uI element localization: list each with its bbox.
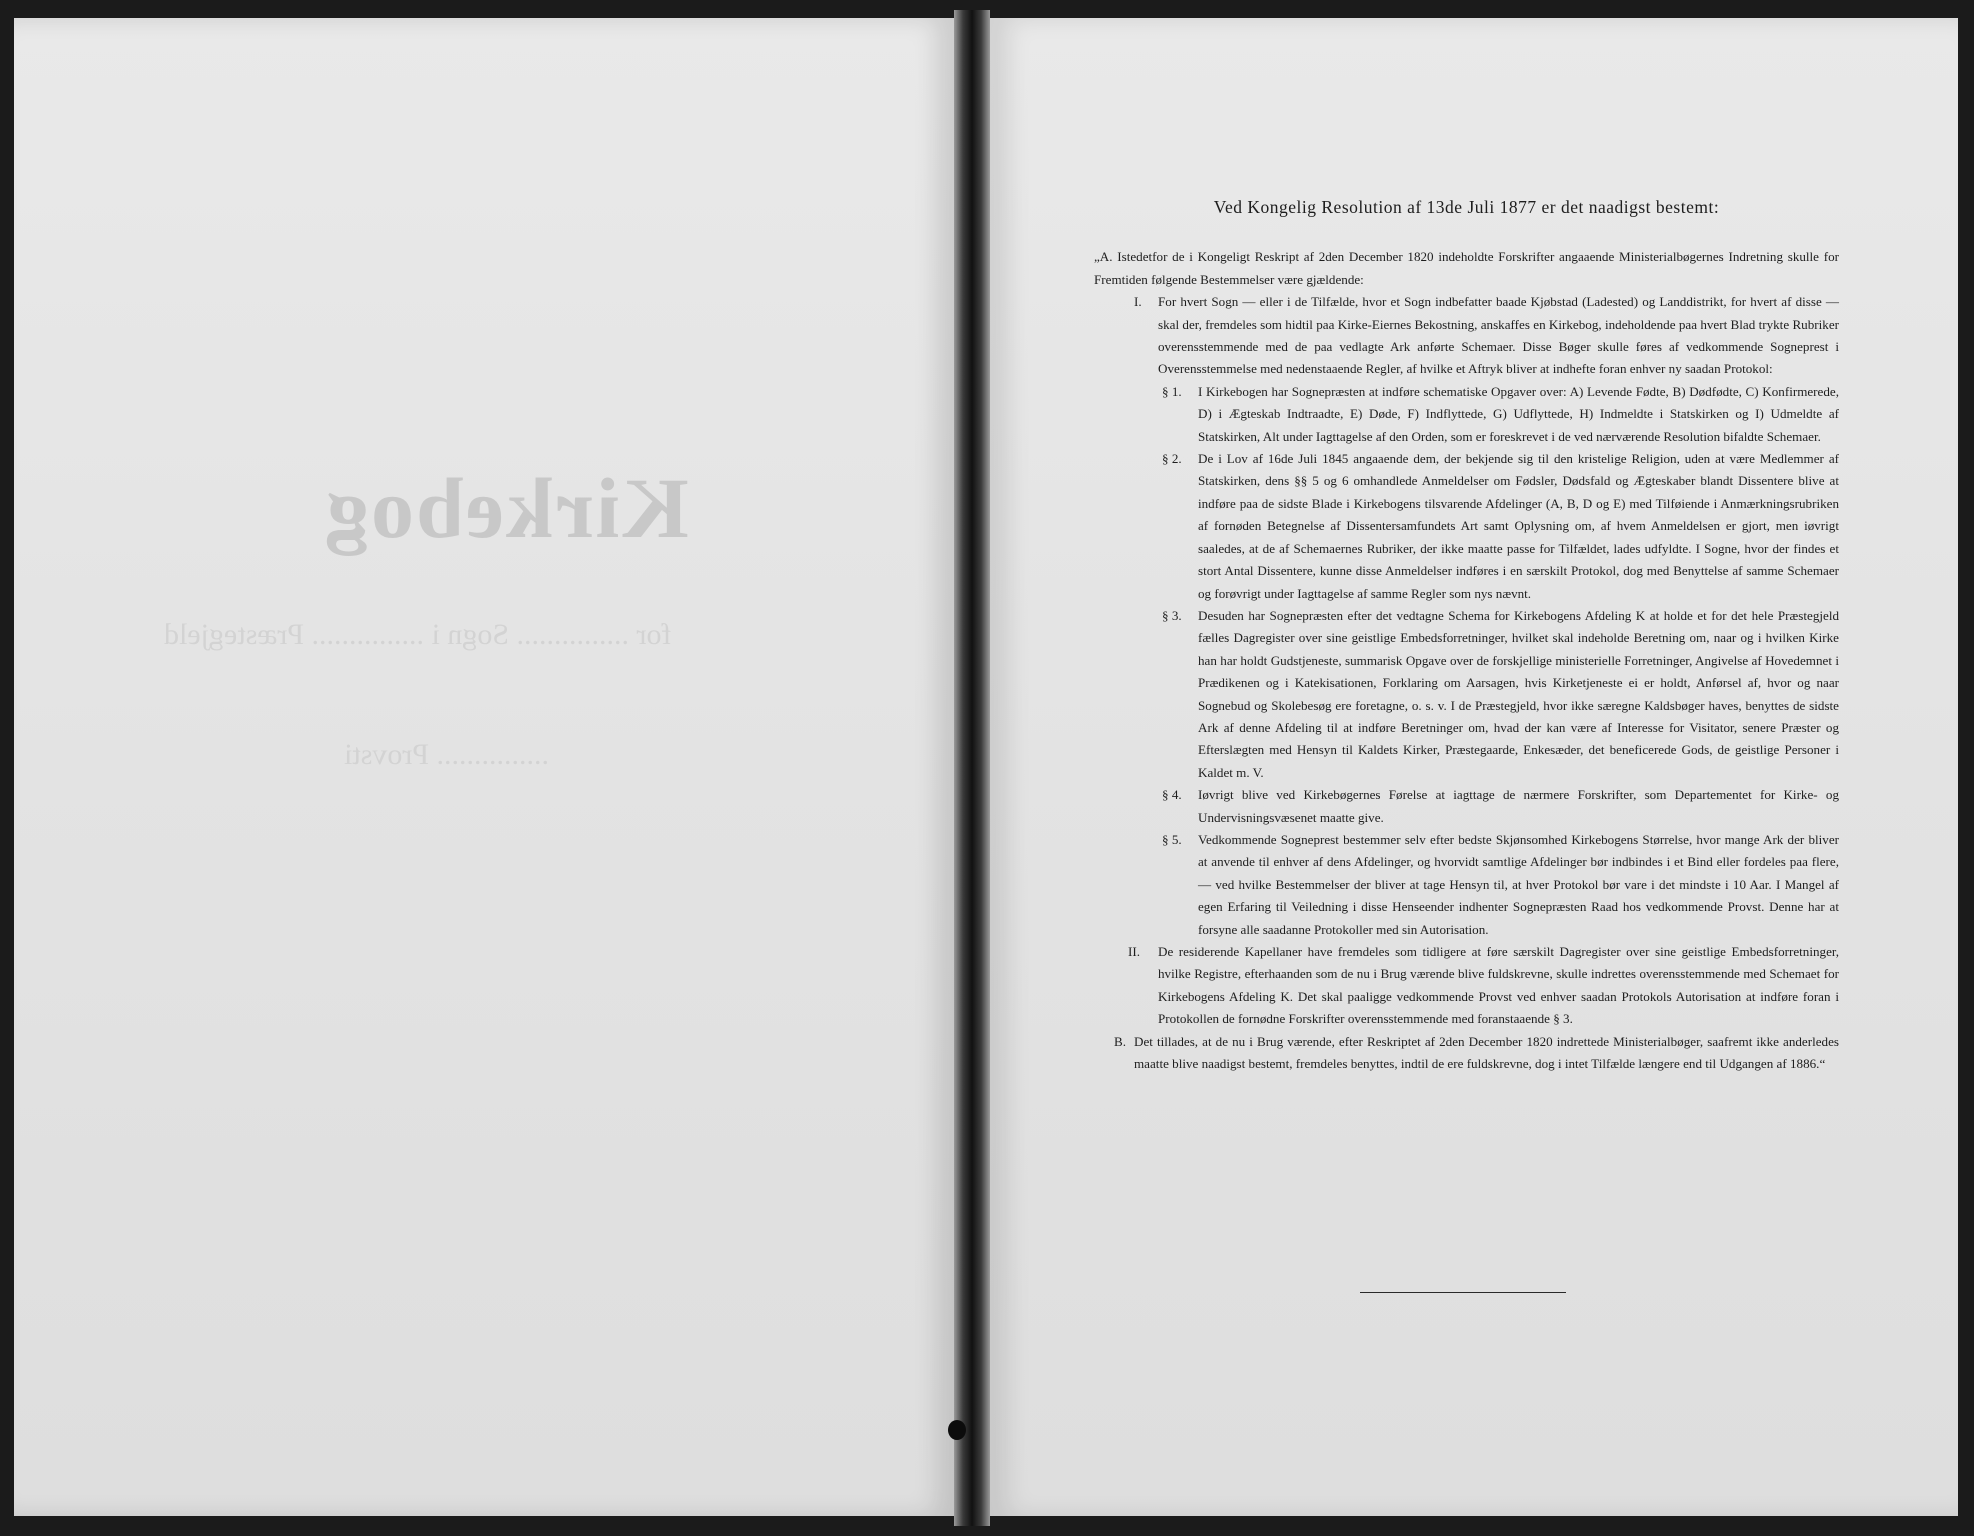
bleed-through-line: for ............... Sogn i ............... Præstegjeld	[164, 618, 672, 651]
document-title: Ved Kongelig Resolution af 13de Juli 1877 er det naadigst bestemt:	[1213, 197, 1720, 217]
paragraph-1	[1094, 381, 1839, 448]
bleed-through-line: ............... Provsti	[344, 738, 550, 771]
paragraph-text: I Kirkebogen har Sognepræsten at indføre schematiske Opgaver over: A) Levende Fødte, B) Dødfødte, C) Konfirmerede, D) i Ægteskab Indtraadte, E) Døde, F) Indflyttede, G) Udflyttede, H) Indmeldte i Statskirken og I) Udmeldte af Statskirken, Alt under Iagttagelse af den Orden, som er foreskrevet i de ved nærværende Resolution bifaldte Schemaer.	[1198, 383, 1839, 444]
paragraph-label: § 5.	[1162, 831, 1182, 847]
paragraph-3	[1094, 605, 1839, 784]
paragraph-2	[1094, 448, 1839, 605]
binding-hole	[948, 1420, 966, 1440]
section-text: Det tillades, at de nu i Brug værende, efter Reskriptet af 2den December 1820 indrettede Ministerialbøger, saafremt ikke anderledes maatte blive naadigst bestemt, fremdeles benyttes, indtil de ere fuldskrevne, dog i intet Tilfælde længere end til Udgangen af 1886.“	[1134, 1033, 1839, 1072]
section-ii	[1094, 941, 1839, 1031]
section-label: II.	[1128, 944, 1140, 959]
paragraph-text: Iøvrigt blive ved Kirkebøgernes Førelse at iagttage de nærmere Forskrifter, som Departementet for Kirke- og Undervisningsvæsenet maatte give.	[1198, 787, 1839, 825]
paragraph-label: § 1.	[1162, 383, 1182, 399]
paragraph-label: § 2.	[1162, 451, 1182, 467]
resolution-text	[1094, 196, 1839, 1075]
section-text: For hvert Sogn — eller i de Tilfælde, hvor et Sogn indbefatter baade Kjøbstad (Ladested) og Landdistrikt, for hvert af disse — skal der, fremdeles som hidtil paa Kirke-Eiernes Bekostning, anskaffes en Kirkebog, indeholdende paa hvert Blad trykte Rubriker overensstemmende med de paa vedlagte Ark anførte Schemaer. Disse Bøger skulle føres af vedkommende Sogneprest i Overensstemmelse med nedenstaaende Regler, af hvilke et Aftryk bliver at indhefte foran enhver ny saadan Protokol:	[1158, 294, 1839, 377]
closing-rule	[1360, 1292, 1566, 1293]
section-a	[1094, 246, 1839, 291]
paragraph-text: Desuden har Sognepræsten efter det vedtagne Schema for Kirkebogens Afdeling K at holde et for det hele Præstegjeld fælles Dagregister over sine geistlige Embedsforretninger, hvilket skal indeholde Beretning om, naar og i hvilken Kirke han har holdt Gudstjeneste, summarisk Opgave over de forskjellige ministerielle Forretninger, Angivelse af Hovedemnet i Prædikenen og i Katekisationen, Forklaring om Aarsagen, hvis Kirketjeneste ei er holdt, Anførsel af, hvor og naar Sognebud og Skolebesøg ere foretagne, o. s. v. I de Præstegjeld, hvor ikke særegne Kaldsbøger haves, benyttes de sidste Ark af denne Afdeling til at indføre Beretninger om, hvad der kan være af Interesse for Visitator, senere Præster og Efterslægten med Hensyn til Kaldets Kirker, Præstegaarde, Enkesæder, det beneficerede Gods, de geistlige Personer i Kaldet m. V.	[1198, 607, 1839, 780]
paragraph-4	[1094, 784, 1839, 829]
paragraph-label: § 3.	[1162, 607, 1182, 623]
paragraph-label: § 4.	[1162, 787, 1182, 803]
section-label: I.	[1134, 294, 1142, 310]
section-text: De residerende Kapellaner have fremdeles som tidligere at føre særskilt Dagregister over sine geistlige Embedsforretninger, hvilke Registre, efterhaanden som de nu i Brug værende blive fuldskrevne, skulle indrettes overensstemmende med Schemaet for Kirkebogens Afdeling K. Det skal paaligge vedkommende Provst ved enhver saadan Protokols Autorisation at indføre foran i Protokollen de fornødne Forskrifter overensstemmende med foranstaaende § 3.	[1158, 944, 1839, 1027]
section-label: „A.	[1094, 249, 1113, 265]
paragraph-text: Vedkommende Sogneprest bestemmer selv efter bedste Skjønsomhed Kirkebogens Størrelse, hvor mange Ark der bliver at anvende til enhver af dens Afdelinger, og hvorvidt samtlige Afdelinger bør indbindes i et Bind eller fordeles paa flere, — ved hvilke Bestemmelser der bliver at tage Hensyn til, at hver Protokol bør vare i det mindste i 10 Aar. I Mangel af egen Erfaring til Veiledning i disse Henseender indhenter Sognepræsten Raad hos vedkommende Provst. Denne har at forsyne alle saadanne Protokoller med sin Autorisation.	[1198, 831, 1839, 937]
section-text: Istedetfor de i Kongeligt Reskript af 2den December 1820 indeholdte Forskrifter angaaende Ministerialbøgernes Indretning skulle for Fremtiden følgende Bestemmelser være gjældende:	[1094, 249, 1839, 287]
section-label: B.	[1114, 1033, 1127, 1049]
section-i	[1094, 291, 1839, 381]
book-gutter	[954, 10, 990, 1526]
section-b	[1094, 1031, 1839, 1076]
paragraph-5	[1094, 829, 1839, 941]
bleed-through-title: Kirkebog	[324, 460, 689, 556]
paragraph-text: De i Lov af 16de Juli 1845 angaaende dem, der bekjende sig til den kristelige Religion, uden at være Medlemmer af Statskirken, dens §§ 5 og 6 omhandlede Anmeldelser om Fødsler, Dødsfald og Ægteskaber blandt Dissentere blive at indføre paa de sidste Blade i Kirkebogens tilsvarende Afdelinger (A, B, D og E) med Tilføiende i Anmærkningsrubriken af fornøden Betegnelse af Dissentersamfundets Art samt Oplysning om, af hvem Anmeldelsen er gjort, men iøvrigt saaledes, at de af Schemaernes Rubriker, der ikke maatte passe for Tilfældet, lades udfyldte. I Sogne, hvor der findes et stort Antal Dissentere, kunne disse Anmeldelser indføres i en særskilt Protokol, dog med Benyttelse af samme Schemaer og forøvrigt under Iagttagelse af samme Regler som nys nævnt.	[1198, 451, 1839, 601]
left-page	[14, 18, 954, 1516]
